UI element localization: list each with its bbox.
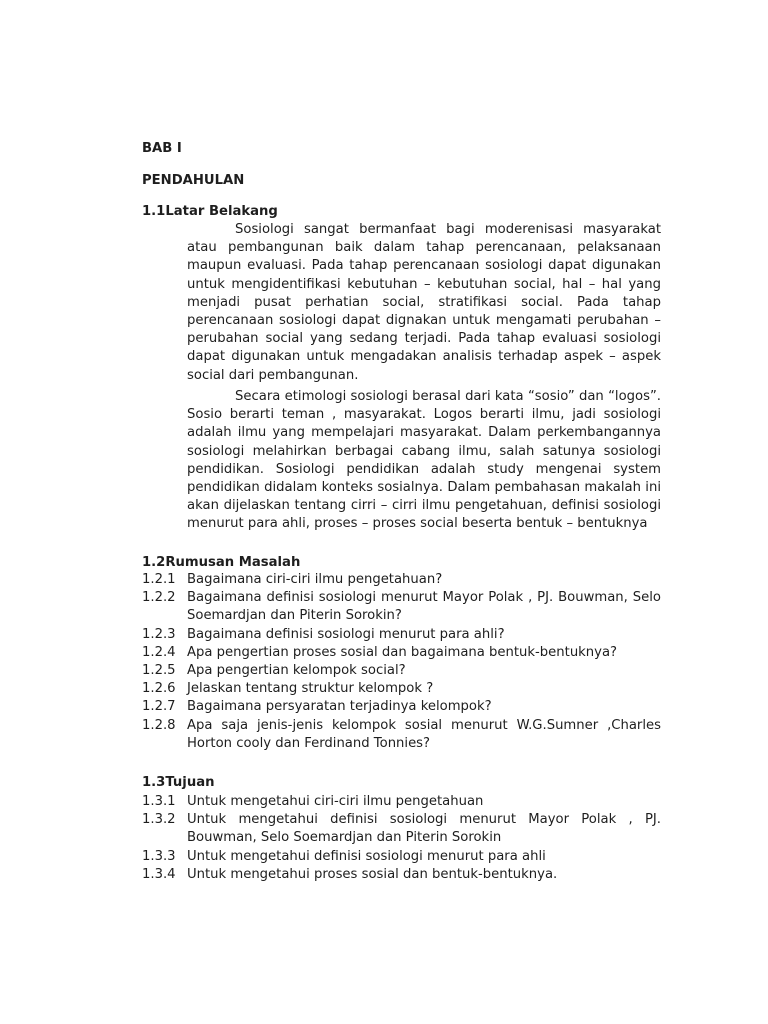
list-item-number: 1.3.3 <box>142 848 176 864</box>
list-item <box>142 662 661 680</box>
section-heading-rumusan-masalah: 1.2Rumusan Masalah <box>142 555 301 570</box>
list-item-number: 1.2.6 <box>142 681 176 697</box>
list-item-number: 1.2.2 <box>142 590 176 606</box>
list-item-number: 1.2.3 <box>142 626 176 642</box>
list-item-text: Bagaimana ciri-ciri ilmu pengetahuan? <box>187 572 443 587</box>
list-item <box>142 848 661 866</box>
list-item-number: 1.2.5 <box>142 663 176 679</box>
list-item <box>142 571 661 589</box>
list-item-number: 1.2.1 <box>142 572 176 587</box>
list-item-text: Bagaimana definisi sosiologi menurut Mayor Polak , PJ. Bouwman, Selo Soemardjan dan Piterin Sorokin? <box>187 590 661 624</box>
list-item <box>142 793 661 811</box>
tujuan-list <box>142 793 661 884</box>
list-item-text: Untuk mengetahui ciri-ciri ilmu pengetahuan <box>187 794 484 809</box>
list-item-text: Apa pengertian proses sosial dan bagaimana bentuk-bentuknya? <box>187 644 618 660</box>
list-item-number: 1.3.2 <box>142 812 176 828</box>
list-item-text: Untuk mengetahui definisi sosiologi menurut Mayor Polak , PJ. Bouwman, Selo Soemardjan dan Piterin Sorokin <box>187 812 661 846</box>
section-heading-latar-belakang: 1.1Latar Belakang <box>142 204 278 219</box>
list-item-text: Untuk mengetahui proses sosial dan bentuk-bentuknya. <box>187 866 558 882</box>
chapter-title: PENDAHULAN <box>142 173 245 188</box>
list-item <box>142 680 661 698</box>
list-item <box>142 644 661 662</box>
list-item <box>142 698 661 716</box>
paragraph-1: Sosiologi sangat bermanfaat bagi moderenisasi masyarakat atau pembangunan baik dalam tahap perencanaan, pelaksanaan maupun evaluasi. Pada tahap perencanaan sosiologi dapat digunakan untuk mengidentifikasi kebutuhan – kebutuhan social, hal – hal yang menjadi pusat perhatian social, stratifikasi social. Pada tahap perencanaan sosiologi dapat dignakan untuk mengamati perubahan – perubahan social yang sedang terjadi. Pada tahap evaluasi sosiologi dapat digunakan untuk mengadakan analisis terhadap aspek – aspek social dari pembangunan. <box>187 222 661 383</box>
list-item-text: Bagaimana persyaratan terjadinya kelompok? <box>187 699 492 715</box>
list-item <box>142 589 661 625</box>
list-item-text: Apa pengertian kelompok social? <box>187 663 406 679</box>
list-item-number: 1.2.8 <box>142 717 176 733</box>
list-item-text: Apa saja jenis-jenis kelompok sosial menurut W.G.Sumner ,Charles Horton cooly dan Ferdinand Tonnies? <box>187 717 661 751</box>
list-item-text: Untuk mengetahui definisi sosiologi menurut para ahli <box>187 848 546 864</box>
list-item <box>142 866 661 884</box>
rumusan-masalah-list <box>142 571 661 753</box>
list-item <box>142 811 661 847</box>
list-item <box>142 626 661 644</box>
list-item-number: 1.2.7 <box>142 699 176 715</box>
list-item-text: Bagaimana definisi sosiologi menurut para ahli? <box>187 626 505 642</box>
paragraph-2: Secara etimologi sosiologi berasal dari kata “sosio” dan “logos”. Sosio berarti teman , masyarakat. Logos berarti ilmu, jadi sosiologi adalah ilmu yang mempelajari masyarakat. Dalam perkembangannya sosiologi melahirkan berbagai cabang ilmu, salah satunya sosiologi pendidikan. Sosiologi pendidikan adalah study mengenai system pendidikan didalam konteks sosialnya. Dalam pembahasan makalah ini akan dijelaskan tentang cirri – cirri ilmu pengetahuan, definisi sosiologi menurut para ahli, proses – proses social beserta bentuk – bentuknya <box>187 389 661 532</box>
chapter-label: BAB I <box>142 141 182 156</box>
list-item-number: 1.3.1 <box>142 794 176 809</box>
list-item-text: Jelaskan tentang struktur kelompok ? <box>187 681 434 697</box>
list-item-number: 1.3.4 <box>142 866 176 882</box>
list-item-number: 1.2.4 <box>142 644 176 660</box>
section-heading-tujuan: 1.3Tujuan <box>142 775 215 790</box>
list-item <box>142 717 661 753</box>
